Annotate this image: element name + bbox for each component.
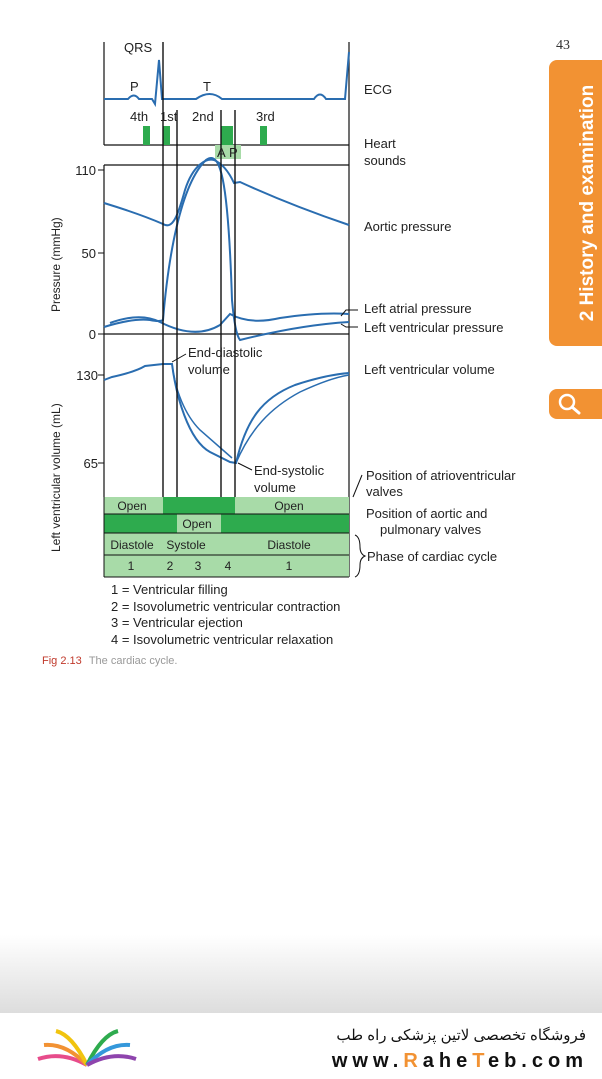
figure-caption (42, 655, 177, 667)
phase-1-label: 1 (127, 559, 135, 573)
heart-sound-1st (163, 126, 170, 145)
ecg-label: ECG (364, 82, 393, 97)
phase-3-label: 3 (194, 559, 202, 573)
diastole-2-label: Diastole (267, 538, 311, 552)
lv-volume-label: Left ventricular volume (364, 362, 495, 377)
heart-sound-3rd (260, 126, 267, 145)
page-number: 43 (556, 38, 570, 53)
pressure-axis-label: Pressure (mmHg) (49, 217, 63, 312)
url-prefix: www. (331, 1050, 404, 1072)
phase-legend (111, 582, 340, 648)
url-t: T (472, 1050, 488, 1072)
sound-1st-label: 1st (160, 109, 178, 124)
heart-sounds-label-1: Heart (364, 136, 396, 151)
legend-item-1: 1 = Ventricular filling (111, 582, 228, 597)
phase-label: Phase of cardiac cycle (367, 549, 498, 564)
lv-volume-curve-inner (172, 364, 349, 463)
av-valve-closed (163, 497, 235, 514)
phase-2-label: 2 (166, 559, 174, 573)
qrs-label: QRS (124, 40, 153, 55)
aortic-pressure-label: Aortic pressure (364, 219, 452, 234)
p-wave-label: P (130, 79, 139, 94)
p-valve-label: P (229, 145, 238, 160)
legend-item-4: 4 = Isovolumetric ventricular relaxation (111, 631, 334, 647)
heart-sound-4th (143, 126, 150, 145)
url-suffix: eb.com (487, 1050, 588, 1072)
ecg-trace (104, 52, 349, 104)
edv-label-2: volume (188, 362, 230, 377)
t-wave-label: T (203, 79, 211, 94)
heart-sound-2nd (221, 126, 233, 145)
book-logo-icon (32, 1021, 142, 1073)
shop-name: فروشگاه تخصصی لاتین پزشکی راه طب (336, 1027, 586, 1044)
diastole-1-label: Diastole (110, 538, 154, 552)
av-open-1-label: Open (117, 499, 147, 513)
lv-volume-curve (104, 364, 349, 463)
a-label: A (217, 145, 226, 160)
legend-item-3: 3 = Ventricular ejection (111, 615, 243, 630)
volume-tick-65: 65 (83, 456, 98, 471)
systole-label: Systole (166, 538, 206, 552)
semilunar-open-label: Open (182, 517, 212, 531)
legend-item-2: 2 = Isovolumetric ventricular contraction (111, 598, 341, 614)
sound-4th-label: 4th (130, 109, 149, 124)
esv-label-2: volume (254, 480, 296, 495)
pressure-tick-110: 110 (75, 163, 96, 178)
phase-1b-label: 1 (285, 559, 293, 573)
pressure-tick-0: 0 (88, 327, 96, 342)
heart-sounds-label-2: sounds (364, 153, 406, 168)
sound-3rd-label: 3rd (256, 109, 275, 124)
edv-label-1: End-diastolic (188, 345, 263, 360)
atrial-pressure-curve (110, 314, 349, 332)
esv-label-1: End-systolic (254, 463, 325, 478)
url-r: R (403, 1050, 423, 1072)
semilunar-closed-1 (104, 514, 177, 533)
pressure-tick-50: 50 (81, 246, 96, 261)
semilunar-label-2: pulmonary valves (380, 522, 482, 537)
sound-2nd-label: 2nd (192, 109, 214, 124)
atrial-pressure-label: Left atrial pressure (364, 301, 472, 316)
page-bottom-shade (0, 935, 602, 1015)
semilunar-label-1: Position of aortic and (366, 506, 488, 521)
av-valve-label-1: Position of atrioventricular (366, 468, 516, 483)
figure-number: Fig 2.13 (42, 655, 82, 667)
volume-tick-130: 130 (76, 368, 98, 383)
shop-url[interactable] (332, 1050, 588, 1073)
url-mid: ahe (422, 1050, 473, 1072)
figure-caption-text: The cardiac cycle. (88, 655, 178, 667)
phase-4-label: 4 (224, 559, 232, 573)
av-valve-label-2: valves (366, 484, 403, 499)
volume-axis-label: Left ventricular volume (mL) (49, 403, 63, 552)
lv-pressure-curve (104, 158, 349, 340)
ventricular-pressure-label: Left ventricular pressure (364, 320, 504, 335)
semilunar-closed-2 (221, 514, 349, 533)
av-open-2-label: Open (274, 499, 304, 513)
chapter-tab-label: 2 History and examination (577, 84, 598, 322)
